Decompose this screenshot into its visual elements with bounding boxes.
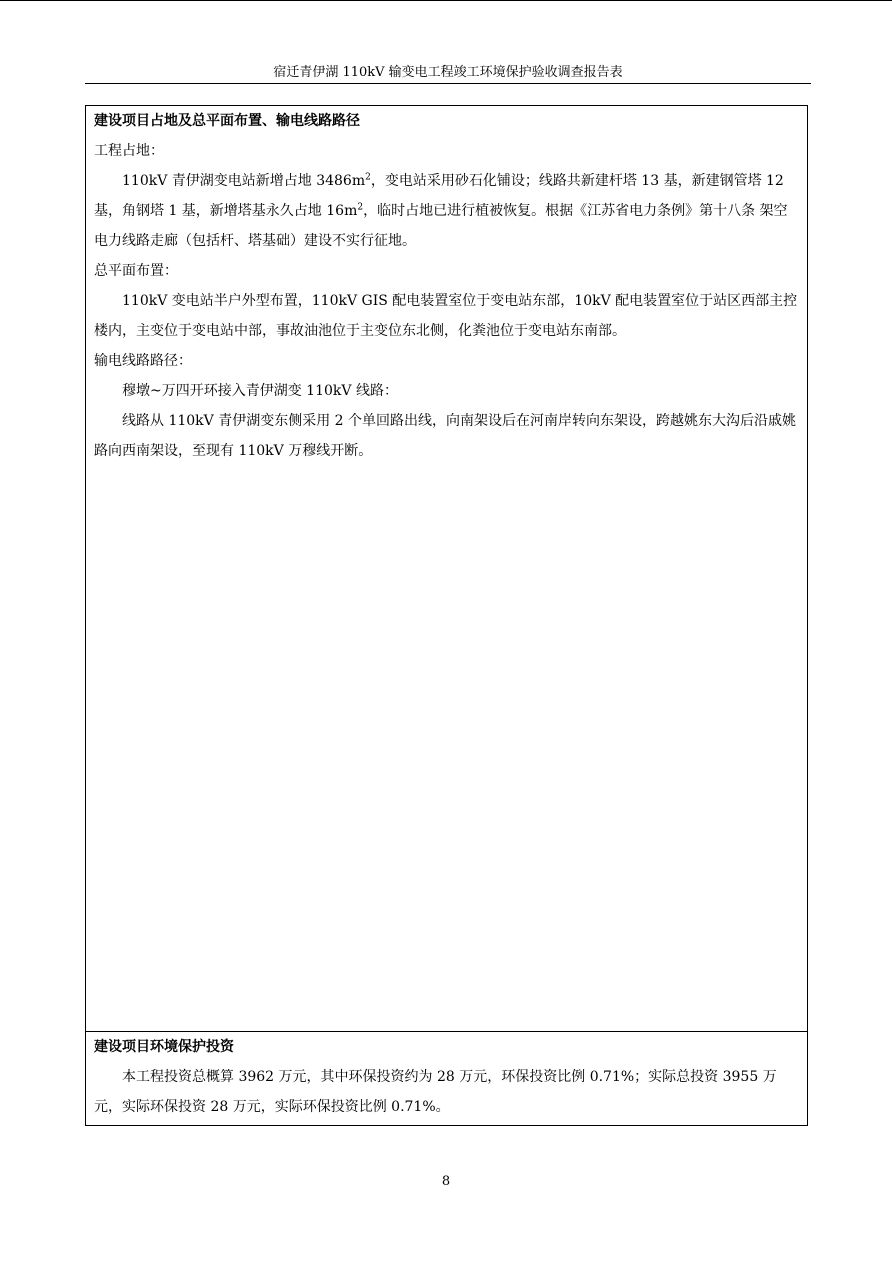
land-paragraph: 110kV 青伊湖变电站新增占地 $3486m^2$，变电站采用砂石化铺设；线路共新建杆塔 13 基，新建钢管塔 12 基，角钢塔 1 基，新增塔基永久占地 $16m^2$，临时占地已进行植被恢复。根据《江苏省电力条例》第十八条 架空电力线路走廊（包括杆、塔基础）建设不实行征地。 bbox=[94, 172, 788, 249]
top-border-line bbox=[0, 0, 892, 1]
report-table bbox=[85, 105, 808, 1126]
header-rule bbox=[85, 83, 811, 84]
section-heading-env-investment: 建设项目环境保护投资 bbox=[94, 1039, 234, 1055]
land-label: 工程占地： bbox=[94, 143, 164, 159]
layout-paragraph: 110kV 变电站半户外型布置，110kV GIS 配电装置室位于变电站东部，10kV 配电装置室位于站区西部主控楼内，主变位于变电站中部，事故油池位于主变位东北侧，化粪池位于变电站东南部。 bbox=[94, 293, 798, 339]
page-number: 8 bbox=[441, 1174, 451, 1189]
env-investment-paragraph: 本工程投资总概算 3962 万元，其中环保投资约为 28 万元，环保投资比例 0.71%；实际总投资 3955 万元，实际环保投资 28 万元，实际环保投资比例 0.71%。 bbox=[94, 1069, 777, 1115]
route-paragraph: 线路从 110kV 青伊湖变东侧采用 2 个单回路出线，向南架设后在河南岸转向东架设，跨越姚东大沟后沿戚姚路向西南架设，至现有 110kV 万穆线开断。 bbox=[94, 413, 797, 459]
route-label: 输电线路路径： bbox=[94, 353, 192, 369]
land-layout-route-cell bbox=[86, 106, 807, 1032]
page-header: 宿迁青伊湖 110kV 输变电工程竣工环境保护验收调查报告表 bbox=[273, 65, 623, 80]
section-heading-land-layout-route: 建设项目占地及总平面布置、输电线路路径 bbox=[94, 113, 360, 129]
layout-label: 总平面布置： bbox=[94, 263, 178, 279]
route-line-name: 穆墩~万四开环接入青伊湖变 110kV 线路： bbox=[122, 383, 398, 399]
env-investment-cell bbox=[86, 1032, 807, 1125]
